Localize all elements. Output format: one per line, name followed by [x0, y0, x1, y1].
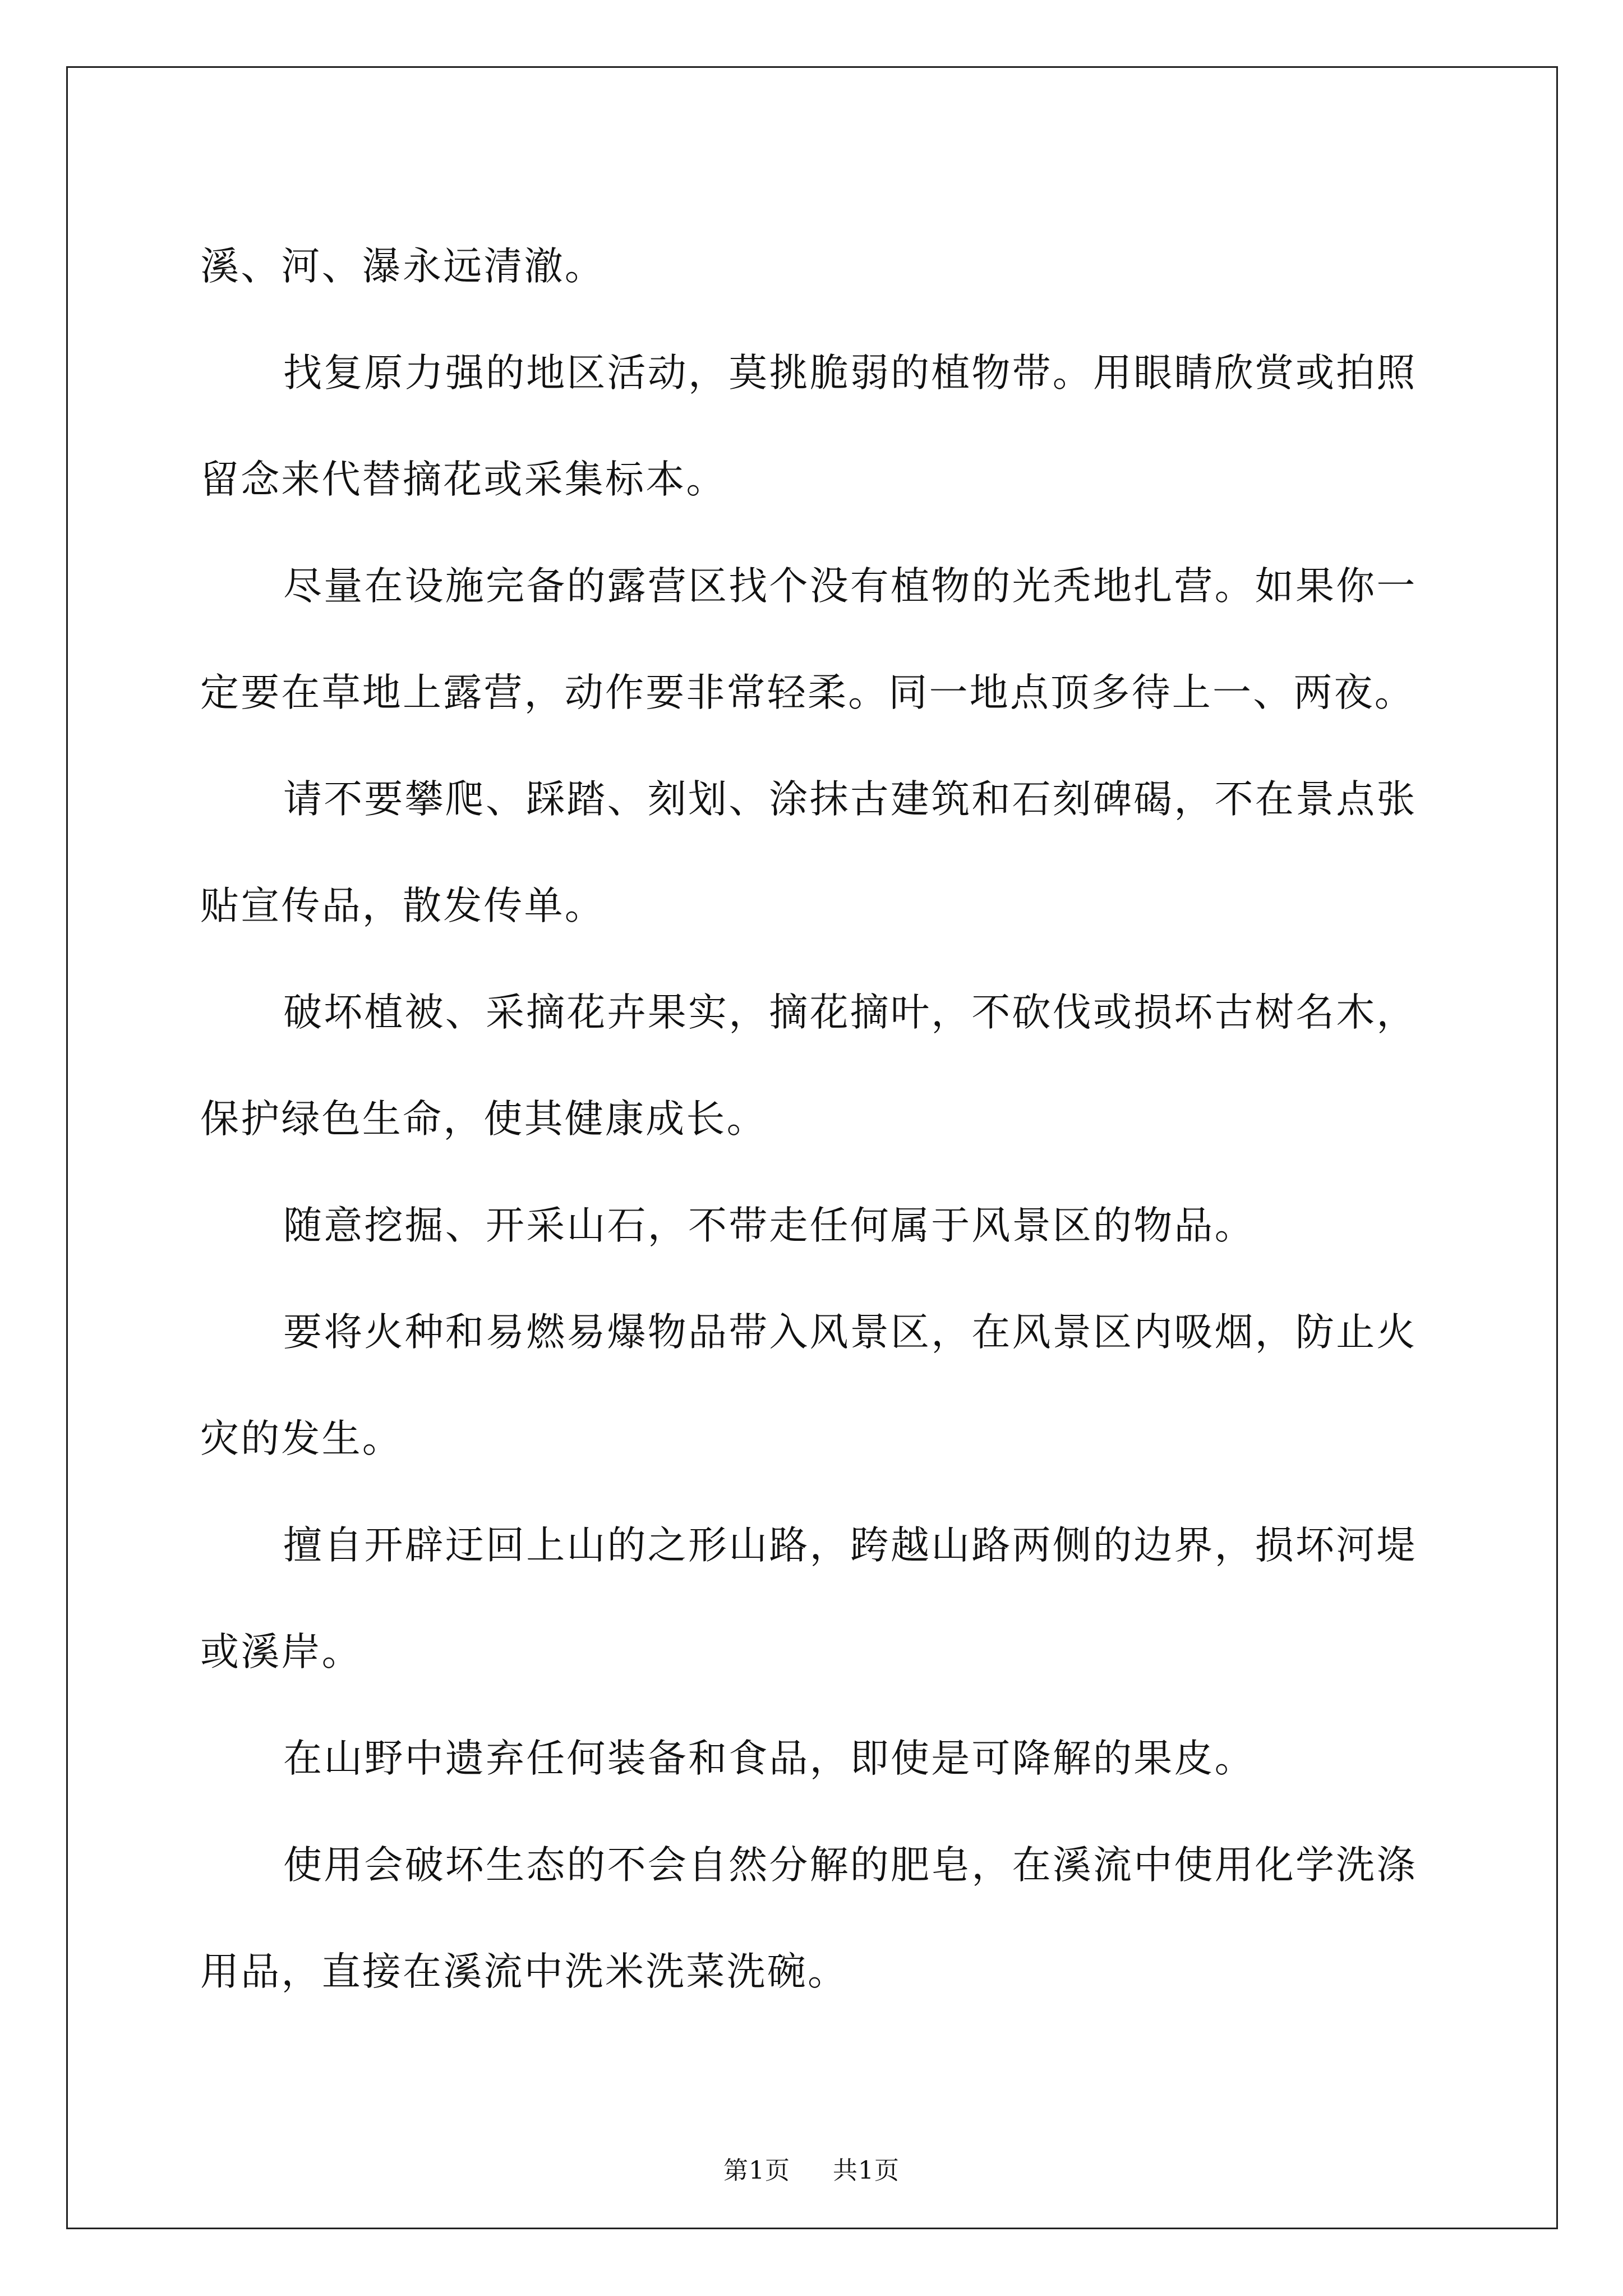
- text-line: 保护绿色生命，使其健康成长。: [200, 1097, 767, 1142]
- text-line: 贴宣传品，散发传单。: [200, 884, 605, 928]
- text-line: 在山野中遗弃任何装备和食品，即使是可降解的果皮。: [283, 1736, 1255, 1781]
- text-line: 擅自开辟迂回上山的之形山路，跨越山路两侧的边界，损坏河堤: [283, 1523, 1417, 1568]
- text-line: 尽量在设施完备的露营区找个没有植物的光秃地扎营。如果你一: [283, 564, 1417, 609]
- text-line: 用品，直接在溪流中洗米洗菜洗碗。: [200, 1949, 849, 1994]
- text-line: 或溪岸。: [200, 1630, 362, 1674]
- text-line: 破坏植被、采摘花卉果实，摘花摘叶，不砍伐或损坏古树名木，: [283, 990, 1417, 1035]
- page-total: 共1页: [833, 2156, 900, 2185]
- document-body: [200, 213, 1428, 2025]
- text-line: 溪、河、瀑永远清澈。: [200, 244, 605, 289]
- text-line: 灾的发生。: [200, 1416, 403, 1461]
- page-footer: [0, 2154, 1623, 2188]
- page-number: 第1页: [723, 2156, 790, 2185]
- text-line: 找复原力强的地区活动，莫挑脆弱的植物带。用眼睛欣赏或拍照: [283, 351, 1417, 395]
- text-line: 要将火种和易燃易爆物品带入风景区，在风景区内吸烟，防止火: [283, 1310, 1417, 1355]
- text-line: 留念来代替摘花或采集标本。: [200, 457, 727, 502]
- text-line: 使用会破坏生态的不会自然分解的肥皂，在溪流中使用化学洗涤: [283, 1843, 1417, 1888]
- text-line: 定要在草地上露营，动作要非常轻柔。同一地点顶多待上一、两夜。: [200, 670, 1415, 715]
- text-line: 随意挖掘、开采山石，不带走任何属于风景区的物品。: [283, 1203, 1255, 1248]
- text-line: 请不要攀爬、踩踏、刻划、涂抹古建筑和石刻碑碣，不在景点张: [283, 777, 1417, 822]
